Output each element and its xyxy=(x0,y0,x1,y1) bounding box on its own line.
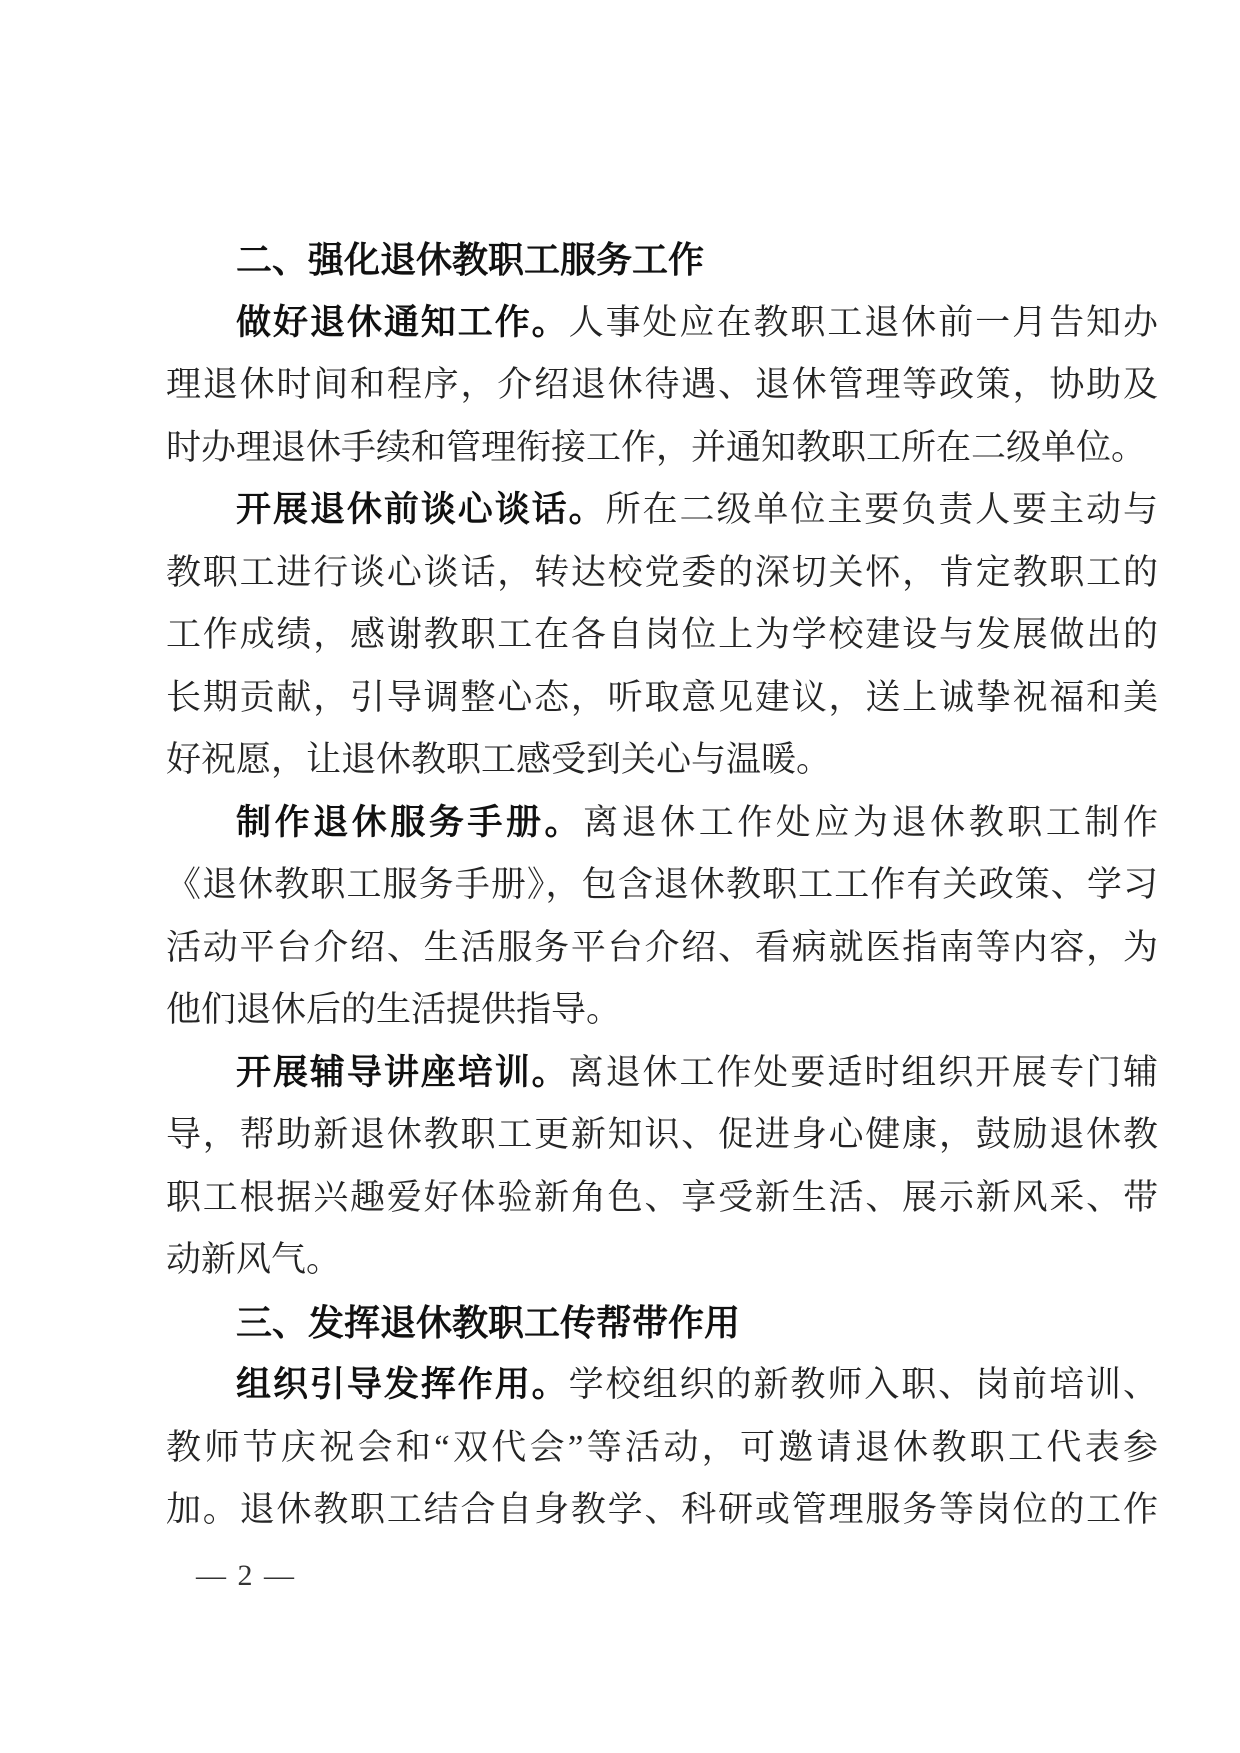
doc-line xyxy=(166,1167,1158,1230)
doc-line xyxy=(166,417,1158,480)
line-text: 《退休教职工服务手册》，包含退休教职工工作有关政策、学习 xyxy=(166,865,1158,904)
paragraph-lead: 组织引导发挥作用。 xyxy=(236,1365,569,1404)
line-text: 所在二级单位主要负责人要主动与 xyxy=(605,490,1158,529)
doc-line xyxy=(166,917,1158,980)
section-heading xyxy=(166,229,1158,292)
doc-line xyxy=(166,1229,1158,1292)
section-heading xyxy=(166,1292,1158,1355)
doc-line xyxy=(166,292,1158,355)
doc-line xyxy=(166,792,1158,855)
doc-line xyxy=(166,1104,1158,1167)
paragraph-lead: 制作退休服务手册。 xyxy=(236,802,584,842)
doc-line xyxy=(166,542,1158,605)
heading-text: 三、发挥退休教职工传帮带作用 xyxy=(236,1301,741,1343)
doc-line xyxy=(166,979,1158,1042)
line-text: 离退休工作处要适时组织开展专门辅 xyxy=(568,1052,1158,1092)
document-body xyxy=(166,229,1158,1542)
line-text: 学校组织的新教师入职、岗前培训、 xyxy=(568,1365,1158,1404)
line-text: 好祝愿，让退休教职工感受到关心与温暖。 xyxy=(166,740,832,779)
line-text: 职工根据兴趣爱好体验新角色、享受新生活、展示新风采、带 xyxy=(166,1177,1158,1217)
line-text: 工作成绩，感谢教职工在各自岗位上为学校建设与发展做出的 xyxy=(166,615,1158,654)
line-text: 理退休时间和程序，介绍退休待遇、退休管理等政策，协助及 xyxy=(166,365,1158,404)
page-number: — 2 — xyxy=(196,1559,296,1592)
doc-line xyxy=(166,1479,1158,1542)
doc-line xyxy=(166,1417,1158,1480)
doc-line xyxy=(166,604,1158,667)
line-text: 时办理退休手续和管理衔接工作，并通知教职工所在二级单位。 xyxy=(166,427,1147,467)
doc-line xyxy=(166,354,1158,417)
line-text: 加。退休教职工结合自身教学、科研或管理服务等岗位的工作 xyxy=(166,1490,1158,1529)
line-text: 长期贡献，引导调整心态，听取意见建议，送上诚挚祝福和美 xyxy=(166,677,1158,717)
line-text: 他们退休后的生活提供指导。 xyxy=(166,990,622,1029)
paragraph-lead: 开展辅导讲座培训。 xyxy=(236,1052,569,1092)
paragraph-lead: 开展退休前谈心谈话。 xyxy=(236,490,606,529)
doc-line xyxy=(166,729,1158,792)
doc-line xyxy=(166,667,1158,730)
line-text: 离退休工作处应为退休教职工制作 xyxy=(583,802,1158,842)
line-text: 教职工进行谈心谈话，转达校党委的深切关怀，肯定教职工的 xyxy=(166,552,1158,592)
line-text: 教师节庆祝会和“双代会”等活动，可邀请退休教职工代表参 xyxy=(166,1427,1158,1467)
line-text: 导，帮助新退休教职工更新知识、促进身心健康，鼓励退休教 xyxy=(166,1115,1158,1154)
line-text: 活动平台介绍、生活服务平台介绍、看病就医指南等内容，为 xyxy=(166,927,1158,967)
line-text: 人事处应在教职工退休前一月告知办 xyxy=(568,302,1158,342)
doc-line xyxy=(166,854,1158,917)
paragraph-lead: 做好退休通知工作。 xyxy=(236,302,569,342)
line-text: 动新风气。 xyxy=(166,1240,342,1279)
doc-line xyxy=(166,1042,1158,1105)
doc-line xyxy=(166,1354,1158,1417)
doc-line xyxy=(166,479,1158,542)
heading-text: 二、强化退休教职工服务工作 xyxy=(236,239,705,280)
